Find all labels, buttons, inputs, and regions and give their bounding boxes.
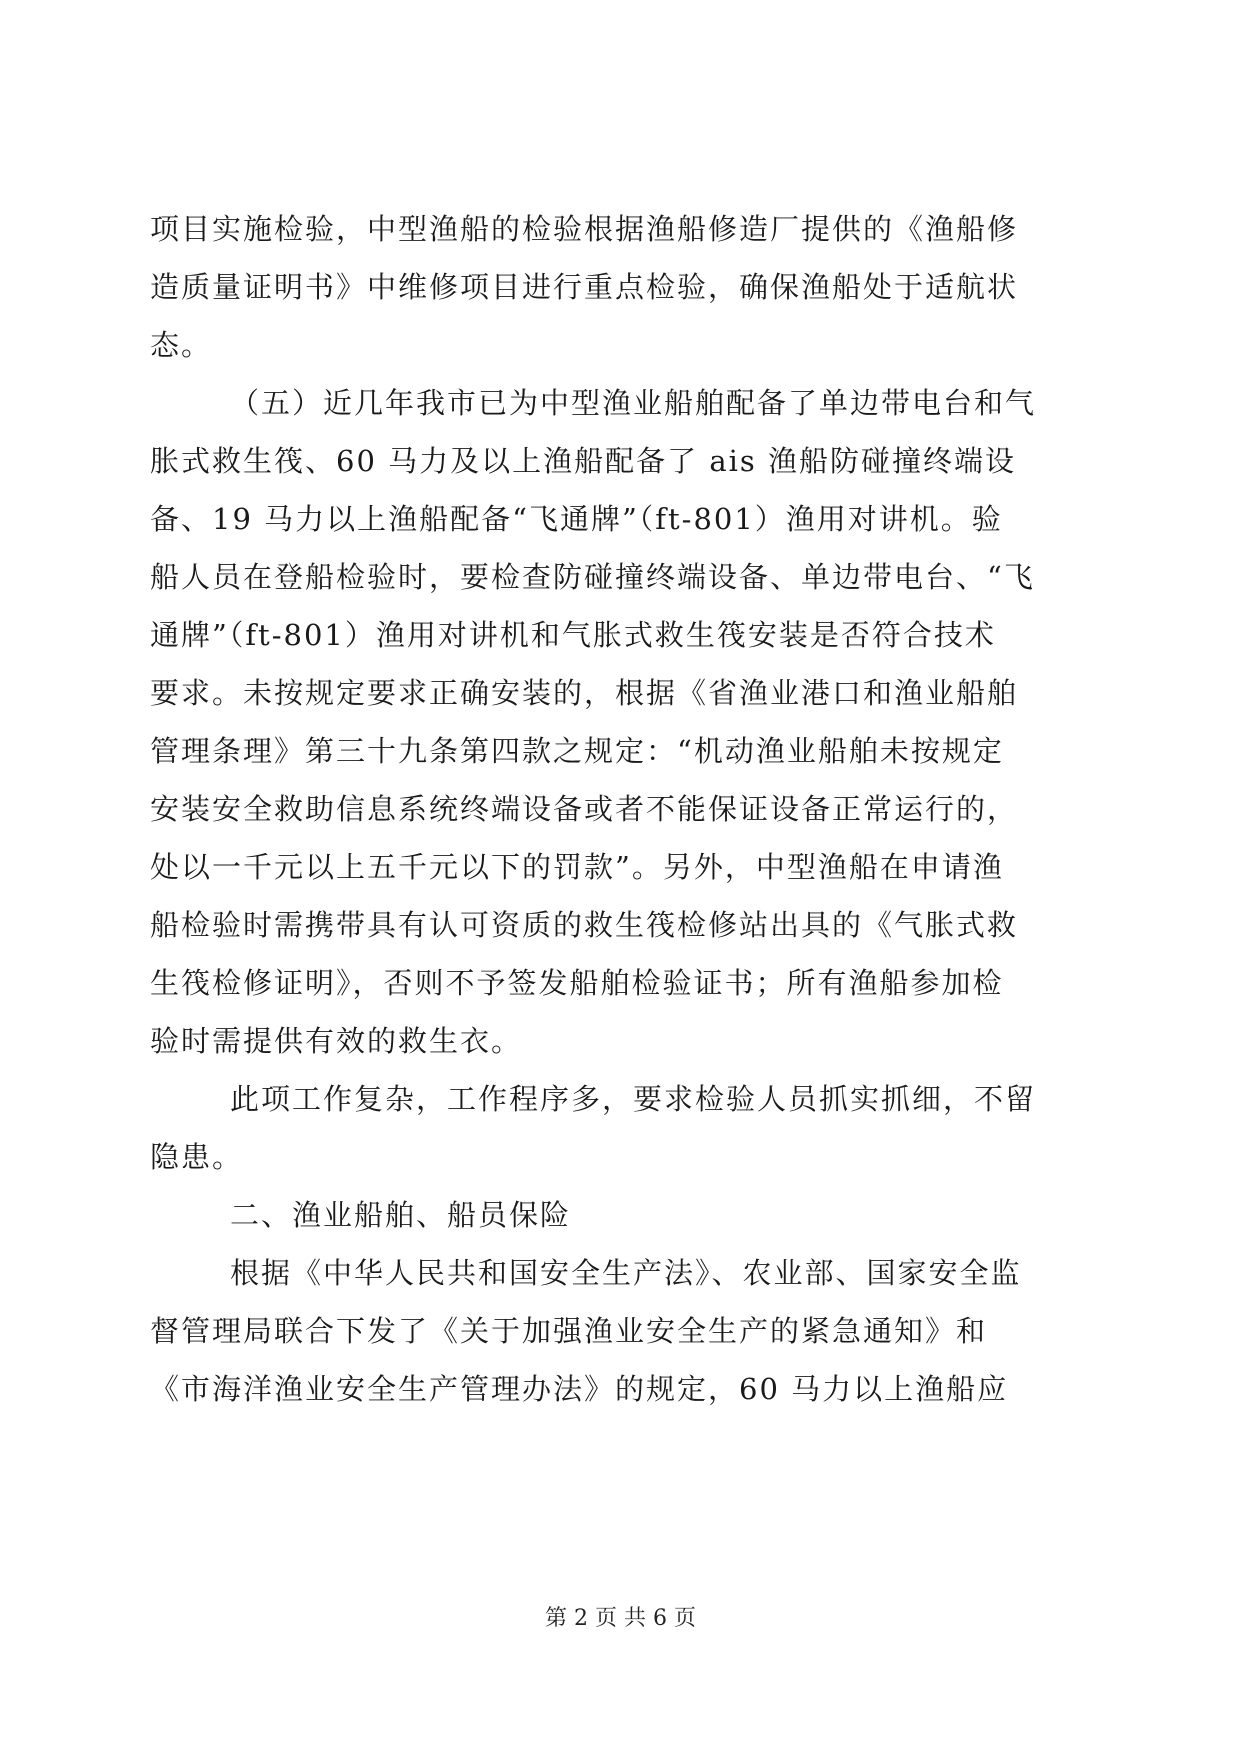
page-number-footer: 第 2 页 共 6 页	[545, 1606, 696, 1631]
text-line: 船检验时需携带具有认可资质的救生筏检修站出具的《气胀式救	[150, 908, 1019, 942]
text-line: 船人员在登船检验时，要检查防碰撞终端设备、单边带电台、“飞	[150, 560, 1035, 594]
text-line: 督管理局联合下发了《关于加强渔业安全生产的紧急通知》和	[150, 1314, 988, 1348]
text-line: 隐患。	[150, 1140, 244, 1174]
text-line: 管理条理》第三十九条第四款之规定：“机动渔业船舶未按规定	[150, 734, 1004, 768]
text-line: 安装安全救助信息系统终端设备或者不能保证设备正常运行的，	[150, 792, 1019, 826]
text-line: 处以一千元以上五千元以下的罚款”。另外，中型渔船在申请渔	[150, 850, 1004, 884]
text-line: 此项工作复杂，工作程序多，要求检验人员抓实抓细，不留	[230, 1082, 1037, 1116]
text-line: 根据《中华人民共和国安全生产法》、农业部、国家安全监	[230, 1256, 1022, 1290]
section-heading: 二、渔业船舶、船员保险	[230, 1198, 572, 1232]
text-line: 生筏检修证明》，否则不予签发船舶检验证书；所有渔船参加检	[150, 966, 1004, 1000]
text-line: 造质量证明书》中维修项目进行重点检验，确保渔船处于适航状	[150, 270, 1019, 304]
text-line: 态。	[150, 328, 213, 362]
body-text	[150, 200, 1090, 1418]
text-line: 通牌”（ft-801）渔用对讲机和气胀式救生筏安装是否符合技术	[150, 618, 996, 652]
text-line: 项目实施检验，中型渔船的检验根据渔船修造厂提供的《渔船修	[150, 212, 1019, 246]
text-line: 要求。未按规定要求正确安装的，根据《省渔业港口和渔业船舶	[150, 676, 1019, 710]
text-line: 验时需提供有效的救生衣。	[150, 1024, 523, 1058]
text-line: 胀式救生筏、60 马力及以上渔船配备了 ais 渔船防碰撞终端设	[150, 444, 1017, 478]
text-line: （五）近几年我市已为中型渔业船舶配备了单边带电台和气	[230, 386, 1037, 420]
text-line: 备、19 马力以上渔船配备“飞通牌”（ft-801）渔用对讲机。验	[150, 502, 1003, 536]
text-line: 《市海洋渔业安全生产管理办法》的规定，60 马力以上渔船应	[150, 1372, 1009, 1406]
